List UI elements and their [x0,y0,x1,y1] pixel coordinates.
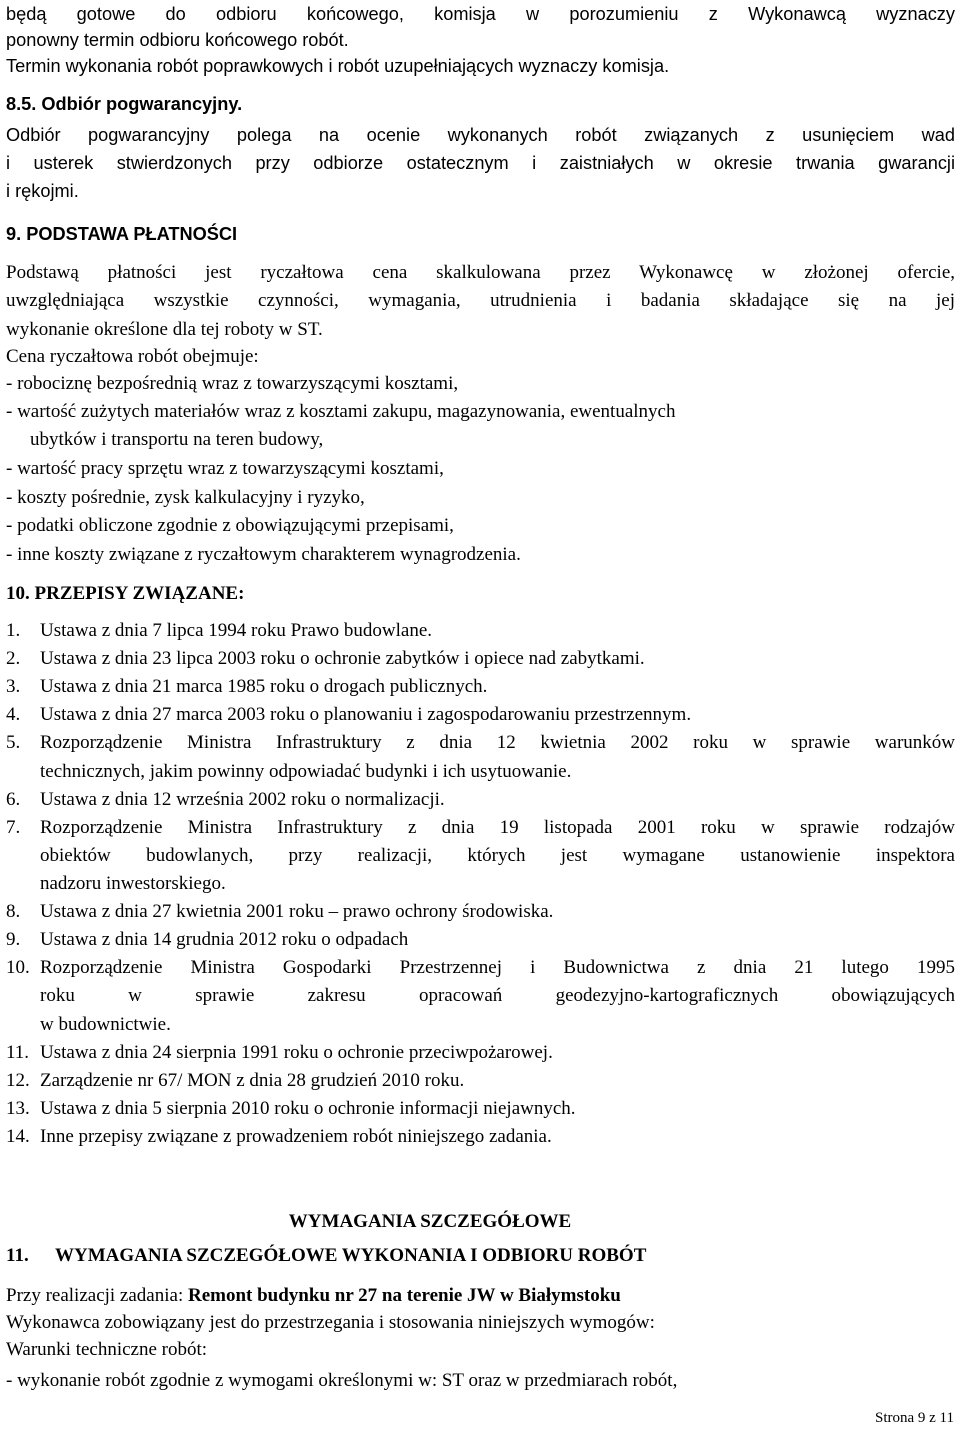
regulation-item: Ustawa z dnia 21 marca 1985 roku o drogach publicznych. [40,676,488,697]
list-number: 12. [6,1070,30,1091]
regulation-item: Ustawa z dnia 7 lipca 1994 roku Prawo budowlane. [40,620,433,641]
list-number: 3. [6,676,21,697]
text-line: ponowny termin odbioru końcowego robót. [6,30,349,50]
regulation-item: Zarządzenie nr 67/ MON z dnia 28 grudzień 2010 roku. [40,1070,465,1091]
regulation-item: Ustawa z dnia 23 lipca 2003 roku o ochronie zabytków i opiece nad zabytkami. [40,648,645,669]
list-number: 5. [6,732,21,753]
regulation-item-continuation: technicznych, jakim powinny odpowiadać budynki i ich usytuowanie. [40,761,572,782]
list-number: 9. [6,929,21,950]
list-number: 1. [6,620,21,641]
list-number: 11. [6,1042,30,1063]
paragraph-line: Odbiór pogwarancyjny polega na ocenie wykonanych robót związanych z usunięciem wad [6,125,955,145]
text-line: Termin wykonania robót poprawkowych i robót uzupełniających wyznaczy komisja. [6,56,670,76]
regulation-item: Rozporządzenie Ministra Gospodarki Przestrzennej i Budownictwa z dnia 21 lutego 1995 [40,957,955,978]
regulation-item: Ustawa z dnia 27 kwietnia 2001 roku – prawo ochrony środowiska. [40,901,554,922]
task-line [6,1282,955,1310]
text-line: Warunki techniczne robót: [6,1339,208,1360]
section-heading: 9. PODSTAWA PŁATNOŚCI [6,224,238,244]
regulation-item: Ustawa z dnia 24 sierpnia 1991 roku o ochronie przeciwpożarowej. [40,1042,553,1063]
list-item: - wartość zużytych materiałów wraz z kosztami zakupu, magazynowania, ewentualnych [6,401,676,422]
section-heading: WYMAGANIA SZCZEGÓŁOWE WYKONANIA I ODBIORU ROBÓT [55,1245,647,1266]
regulation-item-continuation: roku w sprawie zakresu opracowań geodezyjno-kartograficznych obowiązujących [40,985,955,1006]
list-intro: Cena ryczałtowa robót obejmuje: [6,346,259,367]
list-number: 6. [6,789,21,810]
list-number: 13. [6,1098,30,1119]
regulation-item: Ustawa z dnia 5 sierpnia 2010 roku o ochronie informacji niejawnych. [40,1098,576,1119]
list-number: 10. [6,957,30,978]
page-number: Strona 9 z 11 [874,1410,954,1426]
regulation-item: Rozporządzenie Ministra Infrastruktury z dnia 19 listopada 2001 roku w sprawie rodzajów [40,817,955,838]
section-heading: 8.5. Odbiór pogwarancyjny. [6,94,243,114]
task-name: Remont budynku nr 27 na terenie JW w Białymstoku [187,1285,621,1306]
list-number: 7. [6,817,21,838]
list-item-continuation: ubytków i transportu na teren budowy, [30,429,324,450]
paragraph-line: Podstawą płatności jest ryczałtowa cena skalkulowana przez Wykonawcę w złożonej ofercie, [6,262,955,283]
regulation-item: Rozporządzenie Ministra Infrastruktury z dnia 12 kwietnia 2002 roku w sprawie warunków [40,732,955,753]
list-item: - koszty pośrednie, zysk kalkulacyjny i ryzyko, [6,487,365,508]
paragraph-line: uwzględniająca wszystkie czynności, wymagania, utrudnienia i badania składające się na jej [6,290,955,311]
text-line: - wykonanie robót zgodnie z wymogami określonymi w: ST oraz w przedmiarach robót, [6,1370,678,1391]
list-number: 14. [6,1126,30,1147]
list-item: - wartość pracy sprzętu wraz z towarzyszącymi kosztami, [6,458,444,479]
regulation-item-continuation: nadzoru inwestorskiego. [40,873,226,894]
list-item: - inne koszty związane z ryczałtowym charakterem wynagrodzenia. [6,544,521,565]
list-number: 4. [6,704,21,725]
list-number: 2. [6,648,21,669]
regulation-item: Ustawa z dnia 14 grudnia 2012 roku o odpadach [40,929,409,950]
list-number: 8. [6,901,21,922]
paragraph-line: wykonanie określone dla tej roboty w ST. [6,319,323,340]
list-item: - podatki obliczone zgodnie z obowiązującymi przepisami, [6,515,454,536]
text-line: będą gotowe do odbioru końcowego, komisja w porozumieniu z Wykonawcą wyznaczy [6,4,955,24]
regulation-item-continuation: obiektów budowlanych, przy realizacji, których jest wymagane ustanowienie inspektora [40,845,955,866]
section-number: 11. [6,1245,29,1266]
section-title: WYMAGANIA SZCZEGÓŁOWE [288,1211,572,1232]
paragraph-line: i usterek stwierdzonych przy odbiorze ostatecznym i zaistniałych w okresie trwania gwarancji [6,153,955,173]
regulation-item: Ustawa z dnia 12 września 2002 roku o normalizacji. [40,789,445,810]
task-prefix: Przy realizacji zadania: [6,1285,184,1306]
regulation-item: Ustawa z dnia 27 marca 2003 roku o planowaniu i zagospodarowaniu przestrzennym. [40,704,692,725]
text-line: Wykonawca zobowiązany jest do przestrzegania i stosowania niniejszych wymogów: [6,1312,655,1333]
paragraph-line: i rękojmi. [6,181,79,201]
regulation-item: Inne przepisy związane z prowadzeniem robót niniejszego zadania. [40,1126,552,1147]
regulation-item-continuation: w budownictwie. [40,1014,171,1035]
list-item: - robociznę bezpośrednią wraz z towarzyszącymi kosztami, [6,373,459,394]
section-heading: 10. PRZEPISY ZWIĄZANE: [6,583,245,604]
